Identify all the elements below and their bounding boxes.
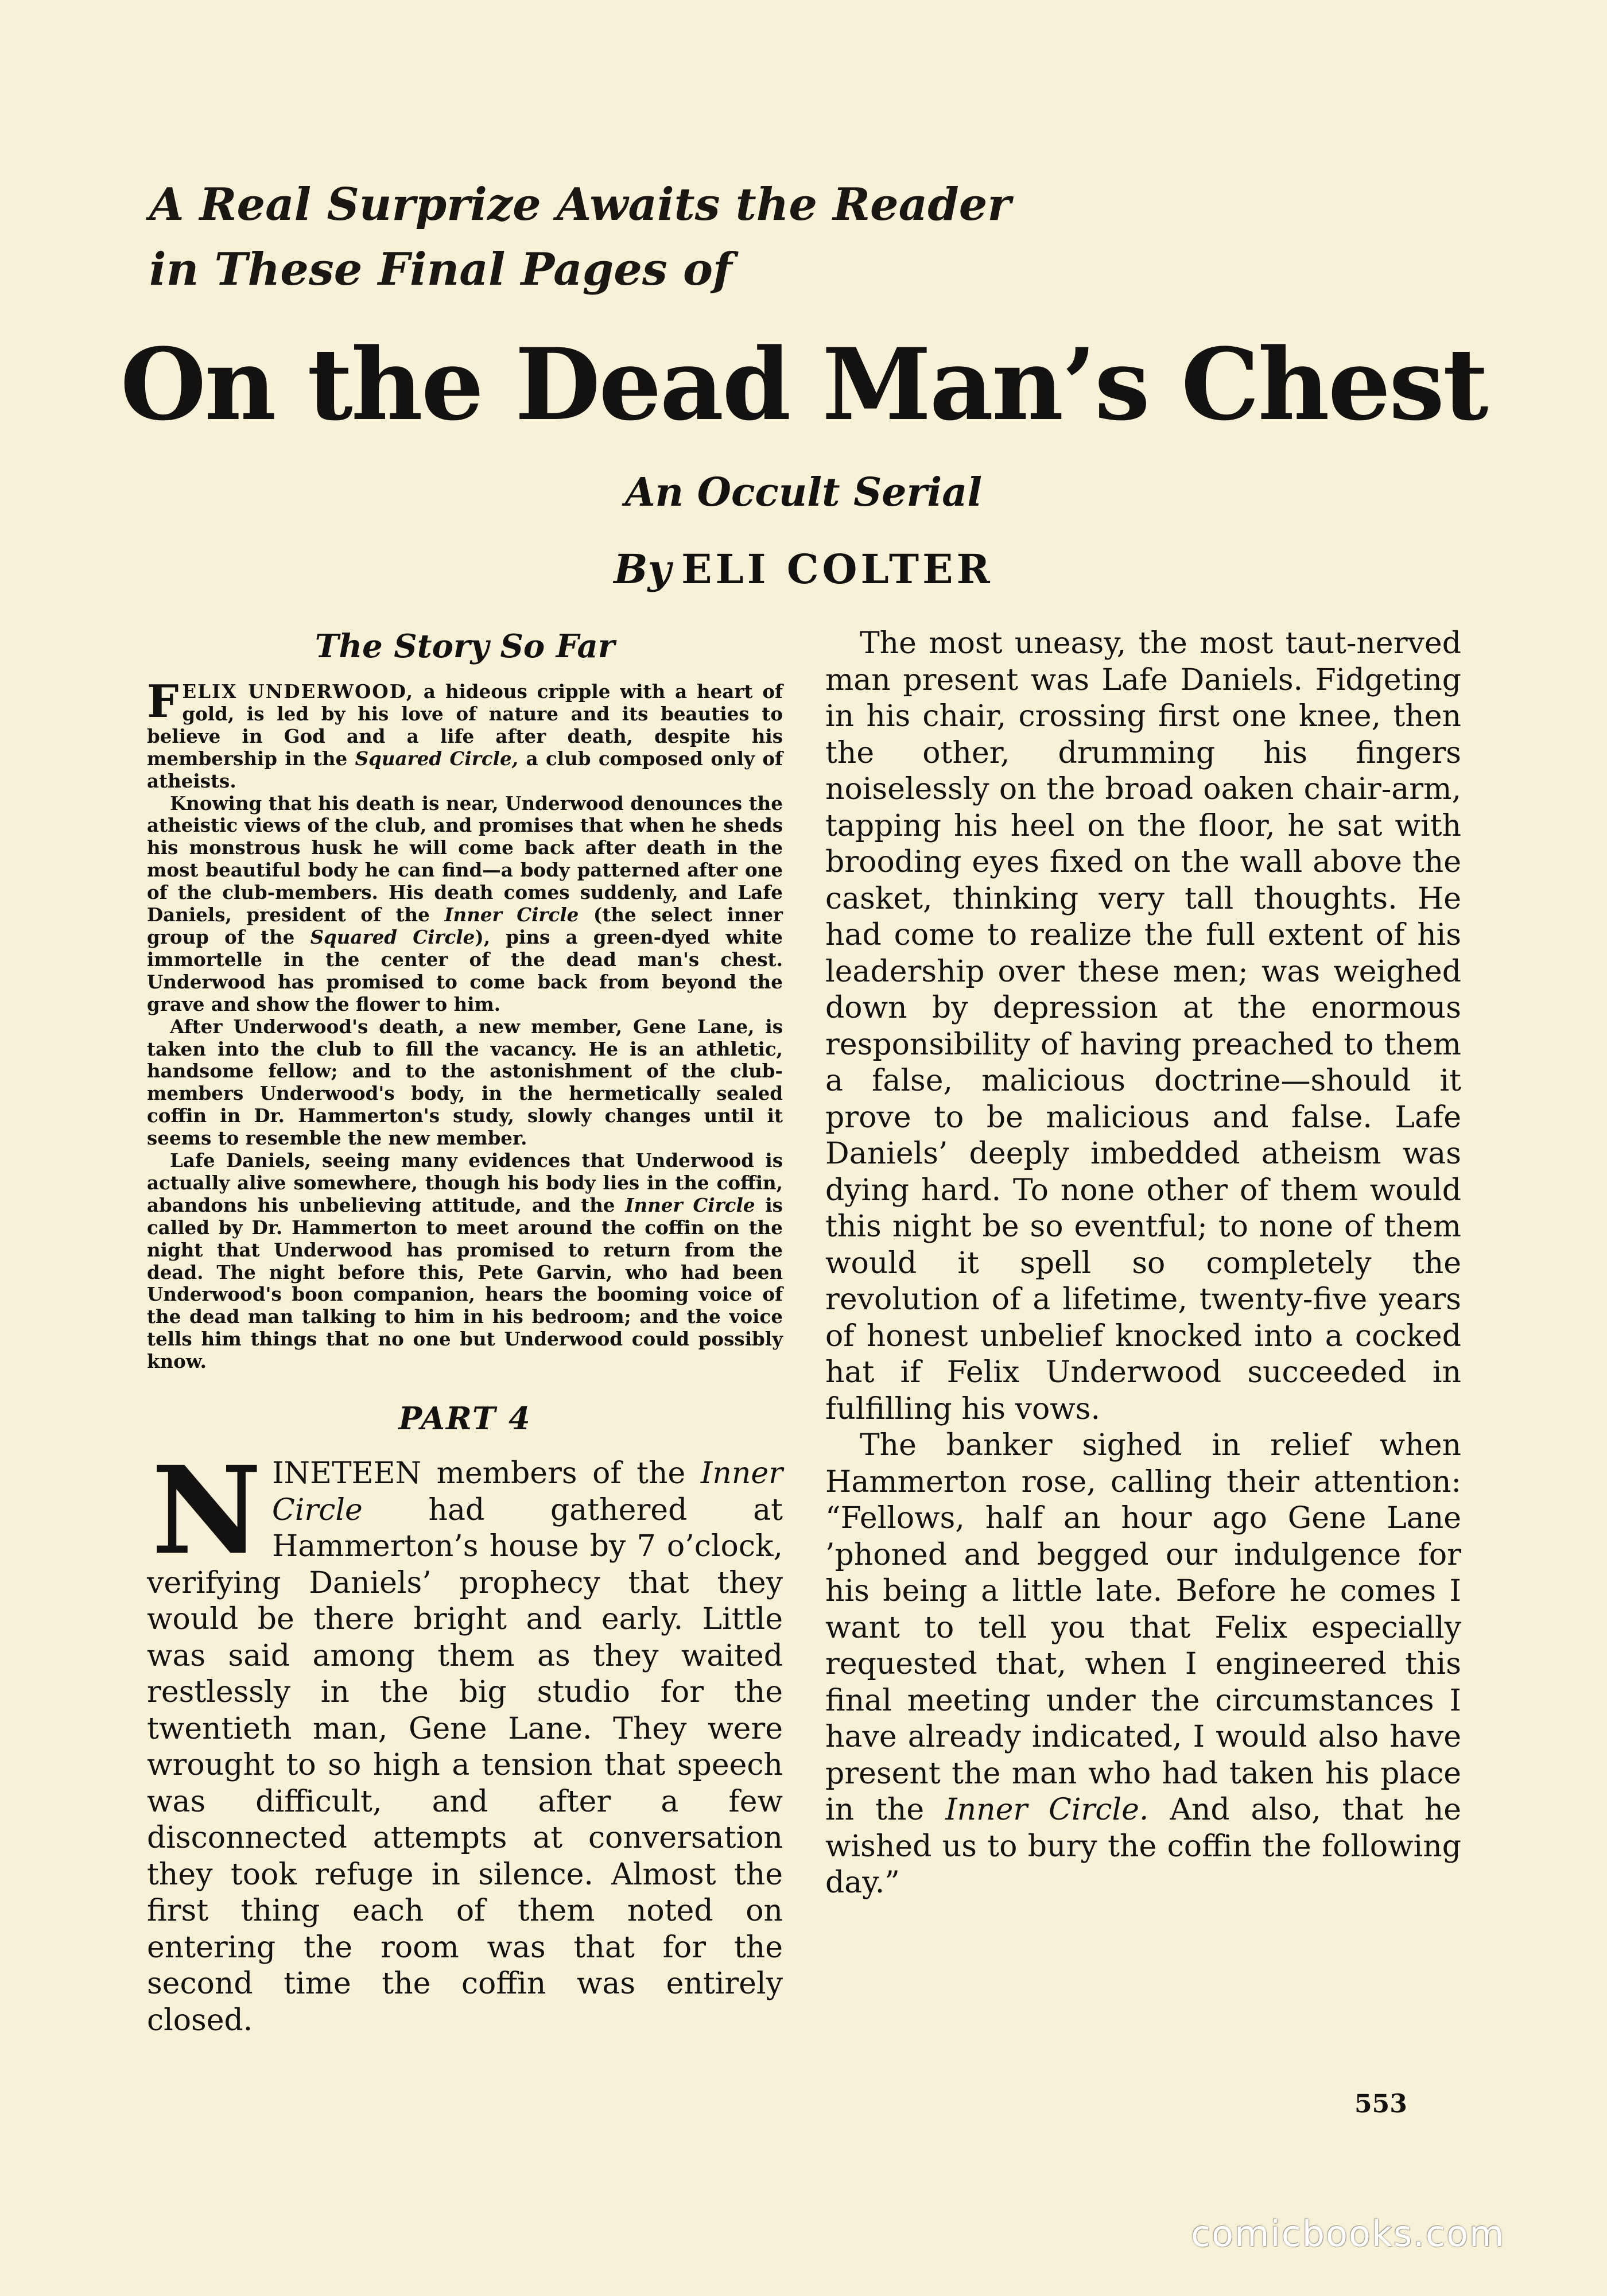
- byline: [0, 545, 1607, 593]
- story-text: had gathered at Hammerton’s house by 7 o’clock, verifying Daniels’ prophecy that they would be there bright and early. Little was said among them as they waited restlessly in the big studio for the twentieth man, Gene Lane. They were wrought to so high a tension that speech was difficult, and after a few disconnected attempts at conversation they took refuge in silence. Almost the first thing each of them noted on entering the room was that for the second time the coffin was entirely closed.: [147, 1492, 783, 2038]
- story-title: On the Dead Man’s Chest: [120, 326, 1487, 443]
- synopsis-text: a hideous cripple with a heart of gold, is led by his love of nature and its beauties to believe in God and a life after death, despite his membership in the: [147, 680, 783, 770]
- site-watermark: comicbooks.com: [1191, 2213, 1505, 2255]
- synopsis-text: ), pins a green-dyed white immortelle in the center of the dead man's chest. Underwood has promised to come back from beyond the grave and show the flower to him.: [147, 925, 783, 1015]
- synopsis-paragraph-4: [147, 1150, 783, 1373]
- kicker-heading: [149, 172, 1182, 302]
- story-text: The banker sighed in relief when Hammerton rose, calling their attention: “Fellows, half an hour ago Gene Lane ’phoned and begged our indulgence for his being a little late. Before he comes I want to tell you that Felix especially requested that, when I engineered this final meeting under the circumstances I have already indicated, I would also have present the man who had taken his place in the: [825, 1428, 1461, 1827]
- story-body-continued: [825, 626, 1461, 1902]
- synopsis-drop-cap: F: [147, 676, 179, 728]
- synopsis-paragraph-3: After Underwood's death, a new member, Gene Lane, is taken into the club to fill the vacancy. He is an athletic, handsome fellow; and to the astonishment of the club-members Underwood's body, in the hermetically sealed coffin in Dr. Hammerton's study, slowly changes until it seems to resemble the new member.: [147, 1015, 783, 1150]
- kicker-line-1: A Real Surprize Awaits the Reader: [149, 179, 1011, 231]
- story-italic: Inner Circle: [271, 1456, 783, 1527]
- synopsis-paragraph-2: [147, 793, 783, 1016]
- synopsis-italic: Inner Circle: [625, 1193, 755, 1216]
- synopsis-paragraph-1: [147, 676, 783, 793]
- synopsis-italic: Squared Circle,: [355, 747, 518, 770]
- story-italic: Inner Circle.: [945, 1793, 1149, 1827]
- synopsis-text: Knowing that his death is near, Underwood denounces the atheistic views of the club, and promises that when he sheds his monstrous husk he will come back after death in the most beautiful body he can find—a body patterned after one of the club-members. His death comes suddenly, and Lafe Daniels, president of the: [147, 792, 783, 926]
- part-heading: PART 4: [398, 1400, 531, 1437]
- synopsis-box: [147, 626, 783, 1373]
- byline-author: ELI COLTER: [681, 545, 993, 593]
- byline-by: By: [614, 545, 671, 593]
- left-column: [147, 626, 783, 2039]
- synopsis-heading: The Story So Far: [315, 627, 615, 665]
- page-number: 553: [1354, 2089, 1407, 2119]
- story-text: members of the: [421, 1456, 701, 1491]
- story-paragraph-3: [825, 1428, 1461, 1902]
- story-subtitle: An Occult Serial: [624, 470, 983, 515]
- synopsis-smallcaps: ELIX UNDERWOOD,: [182, 680, 414, 703]
- synopsis-italic: Inner Circle: [444, 903, 579, 926]
- kicker-line-2: in These Final Pages of: [149, 243, 732, 296]
- story-drop-cap: N: [152, 1440, 262, 1582]
- right-column: [825, 626, 1461, 1902]
- story-body-start: [147, 1440, 783, 2039]
- story-paragraph-1: [147, 1440, 783, 2039]
- story-paragraph-2: The most uneasy, the most taut-nerved man present was Lafe Daniels. Fidgeting in his chair, crossing first one knee, then the other, drumming his fingers noiselessly on the broad oaken chair-arm, tapping his heel on the floor, he sat with brooding eyes fixed on the wall above the casket, thinking very tall thoughts. He had come to realize the full extent of his leadership over these men; was weighed down by depression at the enormous responsibility of having preached to them a false, malicious doctrine—should it prove to be malicious and false. Lafe Daniels’ deeply imbedded atheism was dying hard. To none other of them would this night be so eventful; to none of them would it spell so completely the revolution of a lifetime, twenty-five years of honest unbelief knocked into a cocked hat if Felix Underwood succeeded in fulfilling his vows.: [825, 626, 1461, 1426]
- synopsis-text: Lafe Daniels, seeing many evidences that Underwood is actually alive somewhere, though his body lies in the coffin, abandons his unbelieving attitude, and the: [147, 1149, 783, 1216]
- story-text: And also, that he wished us to bury the coffin the following day.”: [825, 1793, 1462, 1900]
- synopsis-text: (the select inner group of the: [147, 903, 783, 948]
- synopsis-text: a club composed only of atheists.: [147, 747, 783, 792]
- synopsis-italic: Squared Circle: [310, 925, 475, 948]
- story-smallcaps: INETEEN: [271, 1456, 422, 1491]
- synopsis-text: is called by Dr. Hammerton to meet around the coffin on the night that Underwood has promised to return from the dead. The night before this, Pete Garvin, who had been Underwood's boon companion, hears the booming voice of the dead man talking to him in his bedroom; and the voice tells him things that no one but Underwood could possibly know.: [147, 1193, 783, 1373]
